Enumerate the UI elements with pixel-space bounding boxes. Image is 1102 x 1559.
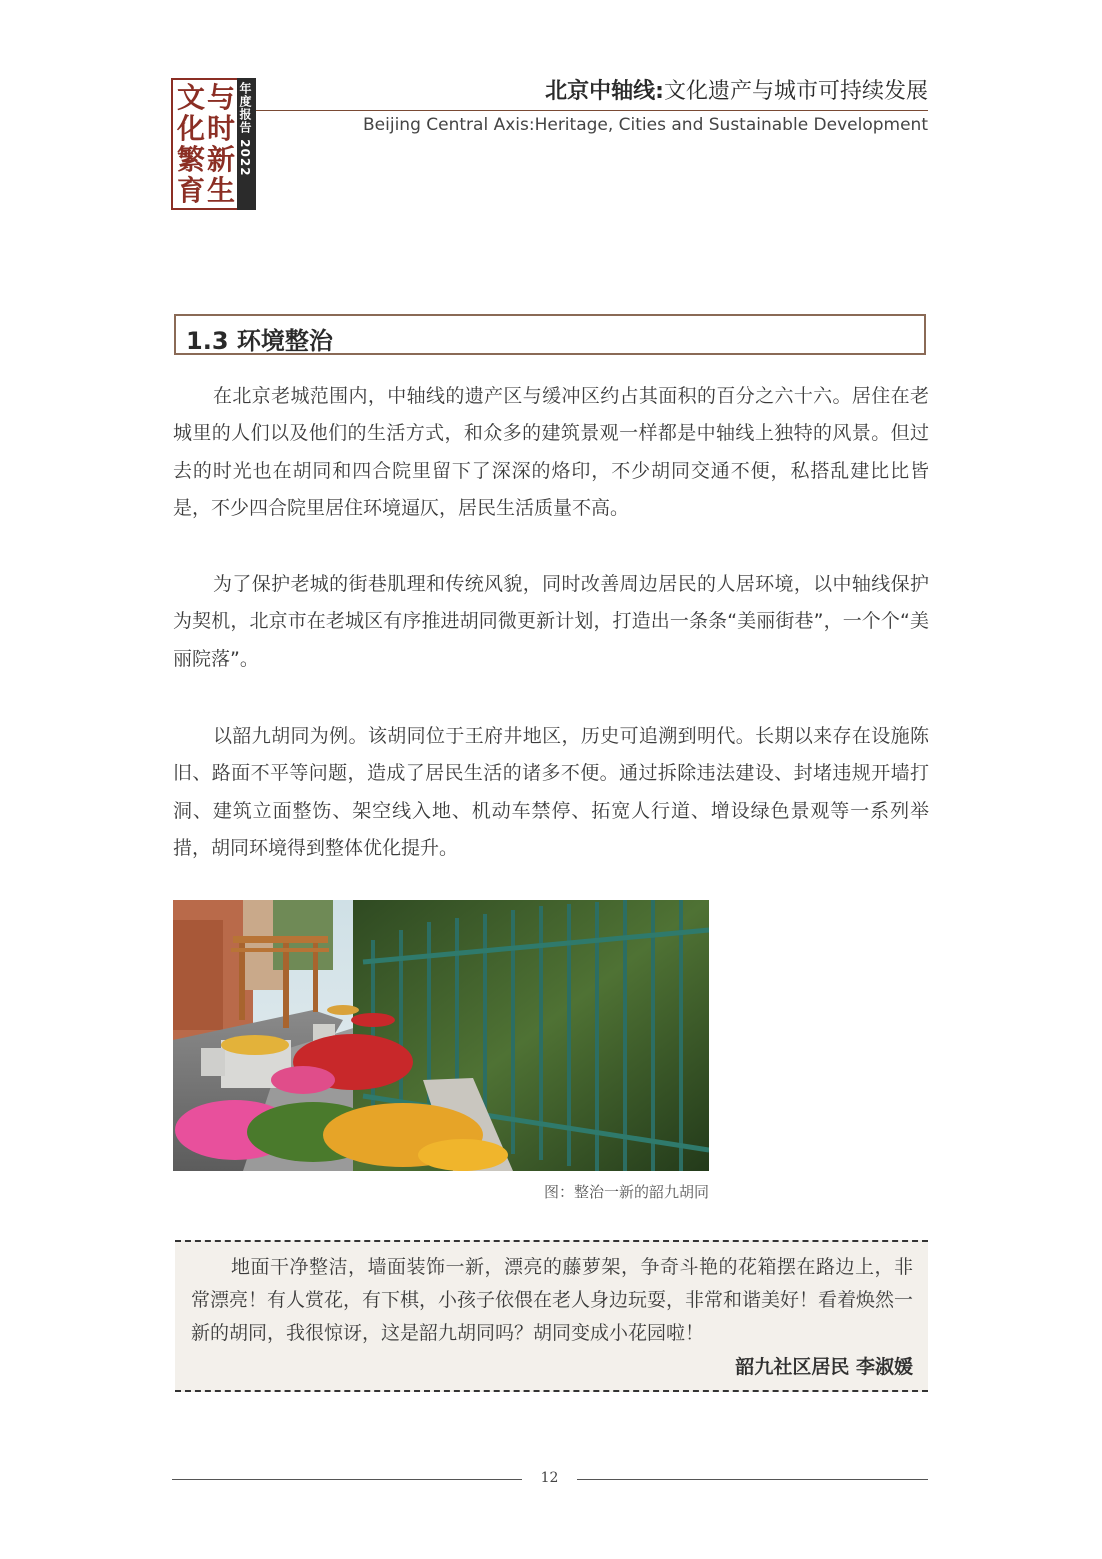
logo-char: 繁	[176, 143, 205, 176]
figure-caption: 图：整治一新的韶九胡同	[543, 1183, 709, 1201]
body-paragraph: 在北京老城范围内，中轴线的遗产区与缓冲区约占其面积的百分之六十六。居住在老城里的人们以及他们的生活方式，和众多的建筑景观一样都是中轴线上独特的风景。但过去的时光也在胡同和四合院里留下了深深的烙印，不少胡同交通不便，私搭乱建比比皆是，不少四合院里居住环境逼仄，居民生活质量不高。	[173, 385, 929, 519]
footer-divider-left	[172, 1479, 522, 1480]
logo-char: 新	[206, 143, 235, 176]
logo-char: 生	[206, 174, 235, 207]
header-title-rest: 文化遗产与城市可持续发展	[663, 79, 928, 104]
logo-side-band	[237, 78, 256, 210]
report-logo	[171, 78, 256, 210]
header-divider	[256, 110, 928, 111]
logo-char: 育	[176, 174, 205, 207]
quote-text: 地面干净整洁，墙面装饰一新，漂亮的藤萝架，争奇斗艳的花箱摆在路边上，非常漂亮！有人赏花，有下棋，小孩子依偎在老人身边玩耍，非常和谐美好！看着焕然一新的胡同，我很惊讶，这是韶九胡同吗？胡同变成小花园啦！	[191, 1256, 914, 1344]
resident-quote-box	[175, 1240, 928, 1392]
logo-characters	[176, 82, 236, 206]
logo-char: 与	[206, 81, 235, 114]
hutong-photo-illustration	[173, 900, 709, 1171]
section-heading-box	[174, 314, 926, 355]
logo-side-text: 年度报告 2022	[238, 82, 252, 177]
logo-char: 文	[176, 81, 205, 114]
logo-char: 时	[206, 112, 235, 145]
page-number: 12	[540, 1470, 559, 1486]
body-paragraph: 以韶九胡同为例。该胡同位于王府井地区，历史可追溯到明代。长期以来存在设施陈旧、路面不平等问题，造成了居民生活的诸多不便。通过拆除违法建设、封堵违规开墙打洞、建筑立面整饬、架空线入地、机动车禁停、拓宽人行道、增设绿色景观等一系列举措，胡同环境得到整体优化提升。	[173, 725, 929, 859]
header-title-bold: 北京中轴线:	[545, 79, 664, 104]
body-paragraph: 为了保护老城的街巷肌理和传统风貌，同时改善周边居民的人居环境，以中轴线保护为契机，北京市在老城区有序推进胡同微更新计划，打造出一条条“美丽街巷”，一个个“美丽院落”。	[173, 573, 929, 670]
logo-char: 化	[176, 112, 205, 145]
footer-divider-right	[577, 1479, 928, 1480]
section-heading: 1.3 环境整治	[186, 327, 333, 355]
running-header-title	[545, 74, 928, 105]
running-header-subtitle: Beijing Central Axis:Heritage, Cities and Sustainable Development	[363, 115, 928, 135]
quote-author: 韶九社区居民 李淑媛	[735, 1356, 913, 1378]
hutong-photo	[173, 900, 709, 1171]
logo-frame	[171, 78, 239, 210]
